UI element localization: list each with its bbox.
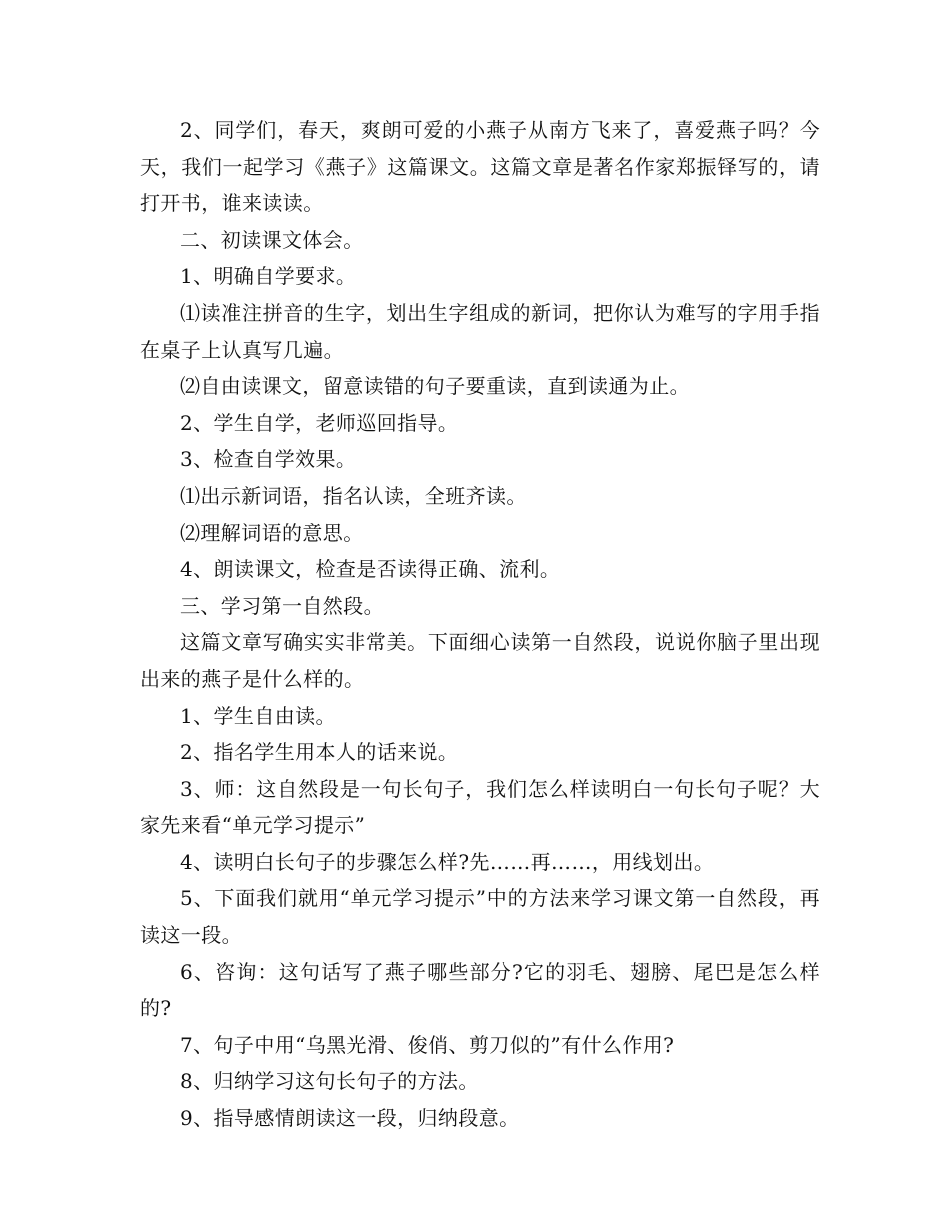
list-item: ⑵理解词语的意思。 — [180, 520, 364, 545]
list-item: 5、下面我们就用“单元学习提示”中的方法来学习课文第一自然段，再读这一段。 — [140, 886, 820, 948]
section-heading-3: 三、学习第一自然段。 — [180, 593, 384, 618]
list-item: 1、学生自由读。 — [180, 703, 336, 728]
section-heading-2: 二、初读课文体会。 — [180, 227, 364, 252]
list-item: 4、读明白长句子的步骤怎么样?先……再……，用线划出。 — [180, 849, 715, 874]
list-item: 4、朗读课文，检查是否读得正确、流利。 — [180, 557, 561, 582]
list-item: ⑴出示新词语，指名认读，全班齐读。 — [180, 483, 527, 508]
list-item: 9、指导感情朗读这一段，归纳段意。 — [180, 1106, 520, 1131]
list-item: 8、归纳学习这句长句子的方法。 — [180, 1069, 479, 1094]
list-item: 6、咨询：这句话写了燕子哪些部分?它的羽毛、翅膀、尾巴是怎么样的? — [140, 959, 820, 1021]
list-item: 3、检查自学效果。 — [180, 447, 357, 472]
list-item: 1、明确自学要求。 — [180, 264, 357, 289]
paragraph-body: 这篇文章写确实实非常美。下面细心读第一自然段，说说你脑子里出现出来的燕子是什么样的。 — [140, 630, 820, 691]
list-item: ⑵自由读课文，留意读错的句子要重读，直到读通为止。 — [180, 374, 690, 399]
list-item: 2、指名学生用本人的话来说。 — [180, 740, 459, 765]
list-item: 3、师：这自然段是一句长句子，我们怎么样读明白一句长句子呢？大家先来看“单元学习提示” — [140, 776, 820, 838]
list-item: 2、学生自学，老师巡回指导。 — [180, 410, 459, 435]
list-item: ⑴读准注拼音的生字，划出生字组成的新词，把你认为难写的字用手指在桌子上认真写几遍。 — [140, 300, 820, 362]
paragraph-intro: 2、同学们，春天，爽朗可爱的小燕子从南方飞来了，喜爱燕子吗？今天，我们一起学习《燕子》这篇课文。这篇文章是著名作家郑振铎写的，请打开书，谁来读读。 — [140, 118, 820, 216]
list-item: 7、句子中用“乌黑光滑、俊俏、剪刀似的”有什么作用? — [180, 1032, 675, 1057]
document-body — [140, 112, 820, 1137]
